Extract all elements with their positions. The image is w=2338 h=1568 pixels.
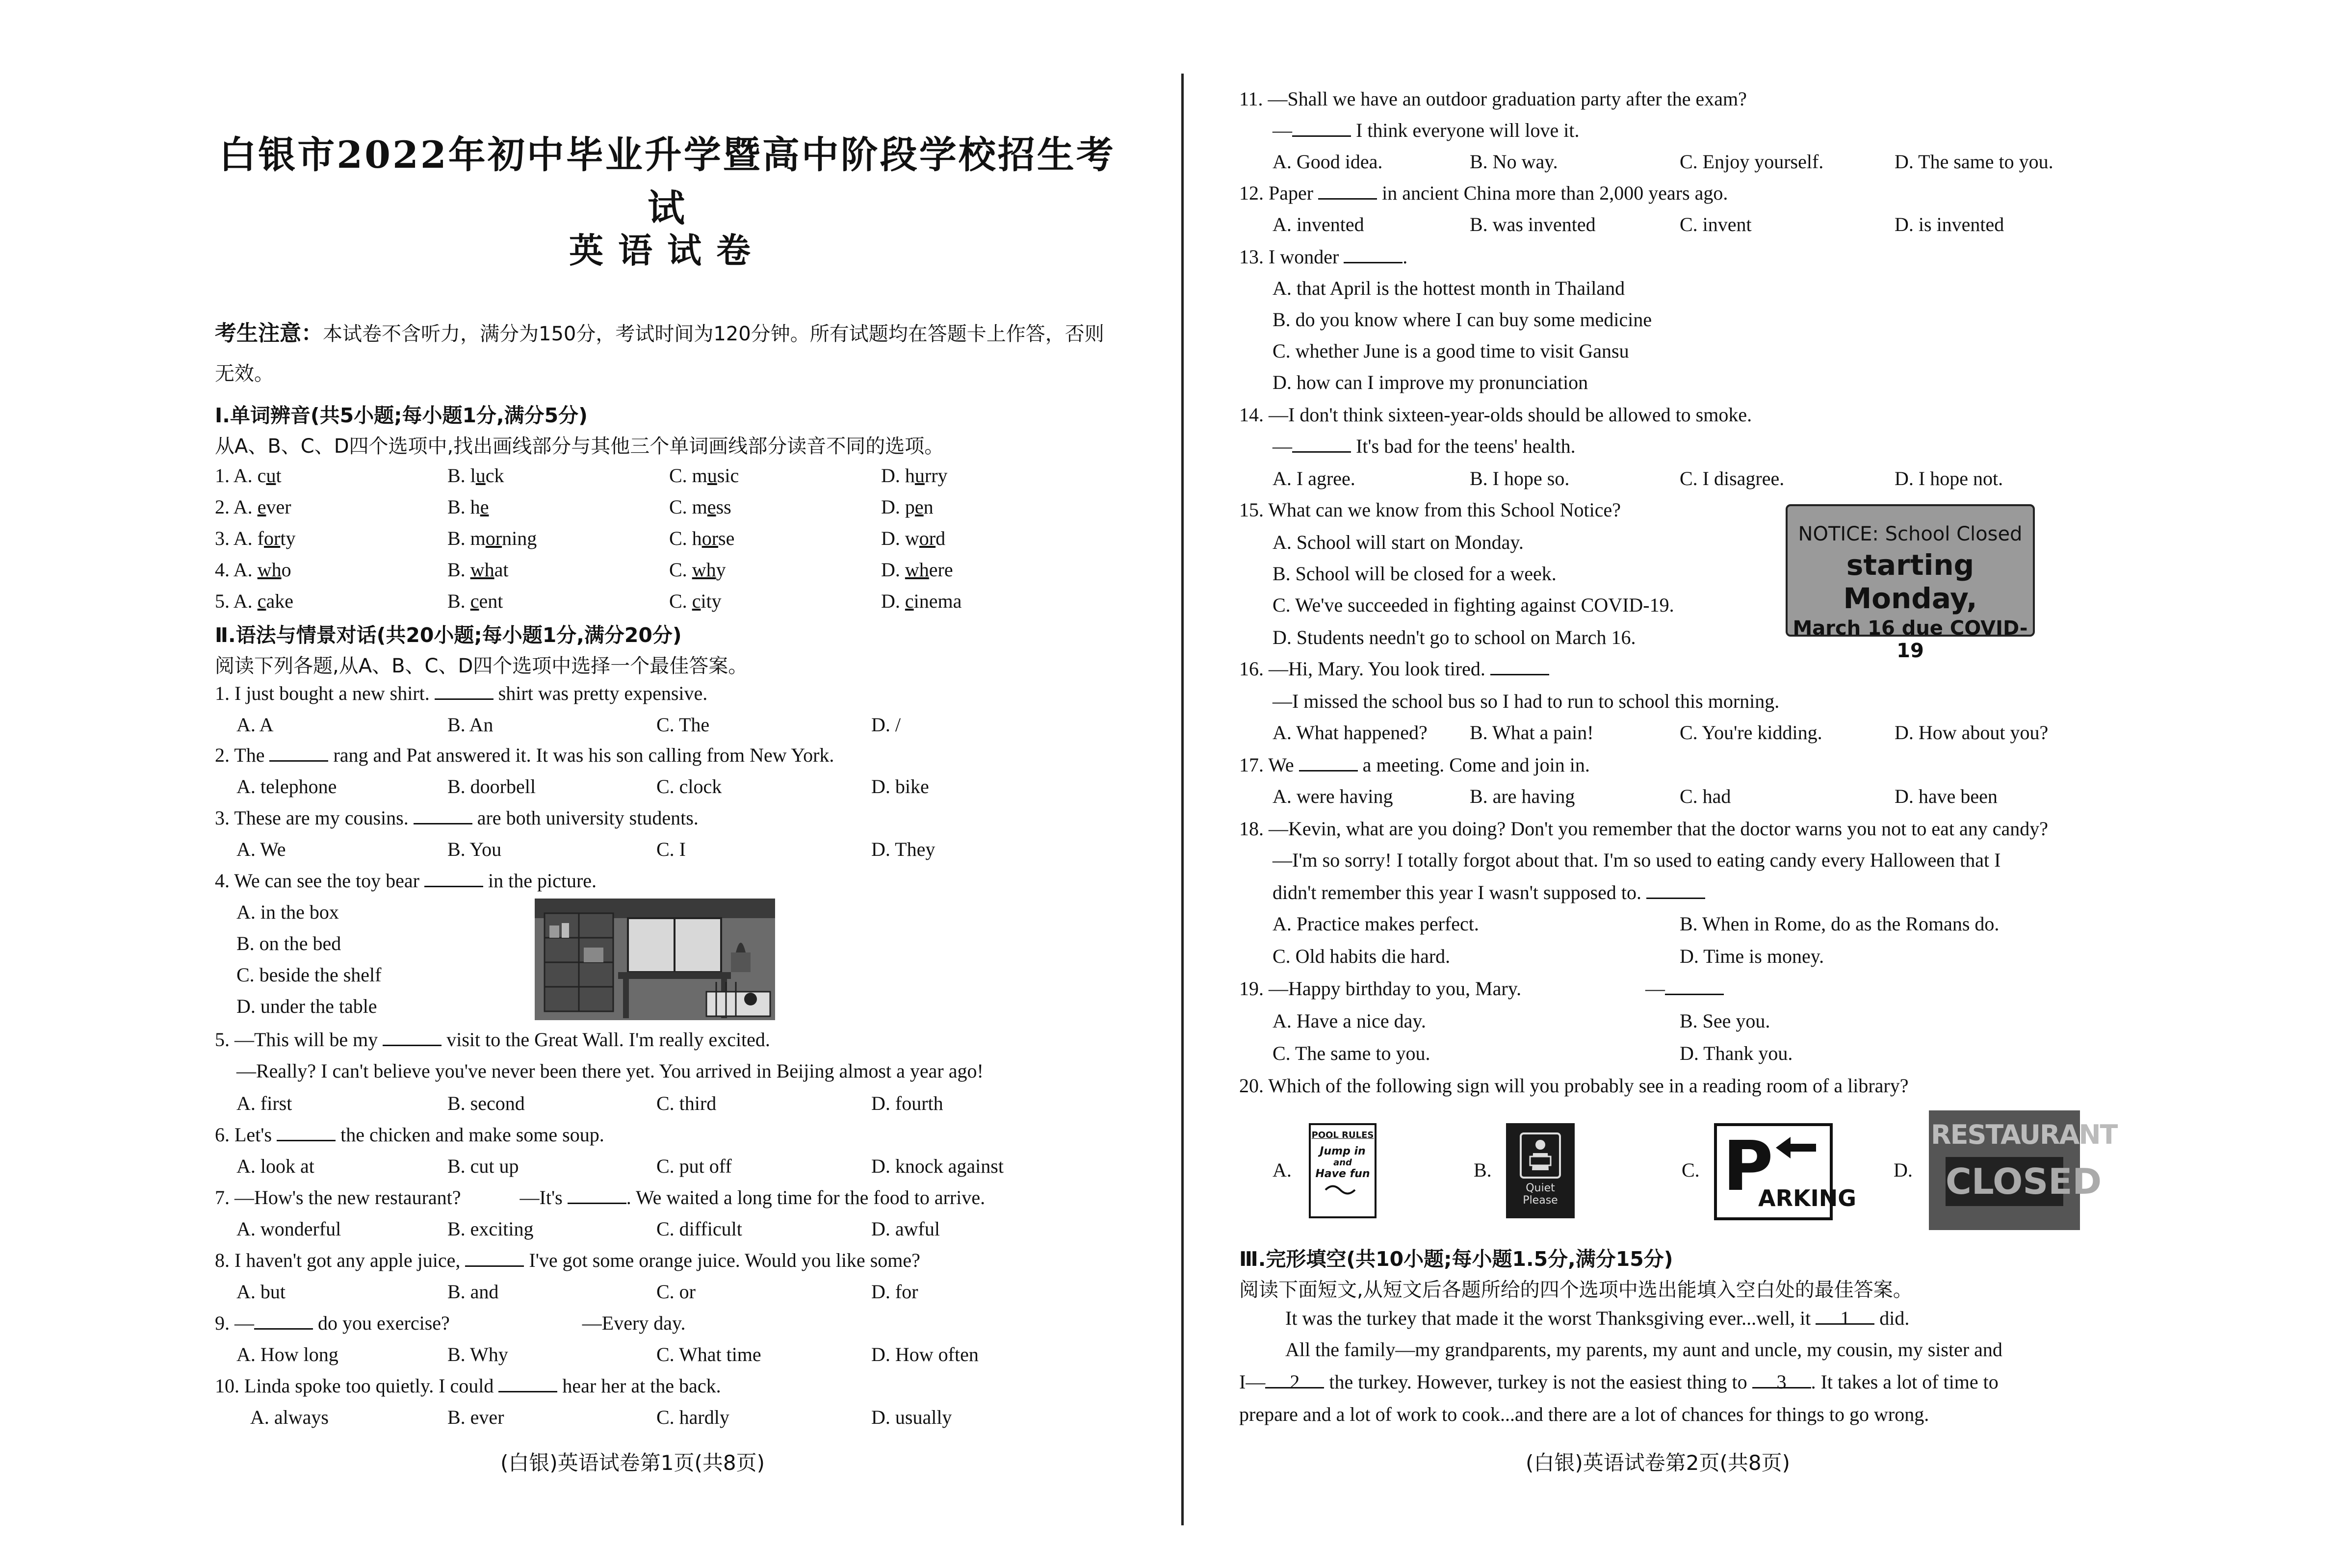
q15-option-a: A. School will start on Monday. — [1273, 531, 1524, 553]
q19-stem: 19. —Happy birthday to you, Mary. — [1239, 977, 1522, 1000]
q10-option-c: C. hardly — [656, 1406, 729, 1428]
q18-stem: 18. —Kevin, what are you doing? Don't you remember that the doctor warns you not to eat any candy? — [1239, 818, 2048, 840]
reading-person-icon — [1518, 1131, 1562, 1180]
parking-text: ARKING — [1758, 1185, 1857, 1211]
sign-pool-rules — [1309, 1123, 1377, 1218]
q8-option-b: B. and — [447, 1281, 499, 1303]
q19-option-a: A. Have a nice day. — [1273, 1010, 1426, 1032]
q5-option-c: C. third — [656, 1092, 717, 1114]
left-page-footer: (白银)英语试卷第1页(共8页) — [500, 1451, 765, 1475]
q14-stem: 14. —I don't think sixteen-year-olds should be allowed to smoke. — [1239, 404, 1752, 426]
section3-heading: Ⅲ.完形填空(共10小题;每小题1.5分,满分15分) — [1239, 1247, 1673, 1271]
q14-option-d: D. I hope not. — [1895, 467, 2003, 489]
s1-q2-c: C. mess — [669, 496, 731, 518]
q11-option-a: A. Good idea. — [1273, 151, 1383, 173]
q2-option-c: C. clock — [656, 775, 722, 797]
q19-reply: — — [1645, 977, 1724, 1000]
q4-option-a: A. in the box — [236, 901, 339, 923]
s1-q2-a: 2. A. ever — [215, 496, 291, 518]
right-page-footer: (白银)英语试卷第2页(共8页) — [1526, 1451, 1790, 1475]
q3-option-a: A. We — [236, 838, 286, 860]
q8-stem: 8. I haven't got any apple juice, I've got some orange juice. Would you like some? — [215, 1249, 920, 1271]
section1-instruction: 从A、B、C、D四个选项中,找出画线部分与其他三个单词画线部分读音不同的选项。 — [215, 435, 944, 458]
q6-option-c: C. put off — [656, 1155, 732, 1177]
wave-icon — [1323, 1180, 1362, 1195]
q13-stem: 13. I wonder . — [1239, 246, 1408, 268]
q17-option-b: B. are having — [1470, 785, 1575, 807]
q17-option-c: C. had — [1680, 785, 1731, 807]
q4-option-d: D. under the table — [236, 995, 377, 1017]
q4-option-b: B. on the bed — [236, 932, 341, 954]
sign-quiet-please — [1506, 1123, 1575, 1218]
q9-option-b: B. Why — [447, 1343, 508, 1365]
q20-option-c-label: C. — [1682, 1159, 1700, 1181]
section3-instruction: 阅读下面短文,从短文后各题所给的四个选项中选出能填入空白处的最佳答案。 — [1239, 1279, 1913, 1301]
q18-option-b: B. When in Rome, do as the Romans do. — [1680, 913, 2000, 935]
q10-option-d: D. usually — [871, 1406, 952, 1428]
q4-stem: 4. We can see the toy bear in the picture. — [215, 870, 597, 892]
cloze-paragraph-line3: I— 2 the turkey. However, turkey is not the easiest thing to 3 . It takes a lot of time to — [1239, 1371, 1999, 1393]
q6-option-b: B. cut up — [447, 1155, 519, 1177]
q1-option-a: A. A — [236, 714, 274, 736]
q16-stem-reply: —I missed the school bus so I had to run to school this morning. — [1273, 690, 1780, 712]
quiet-sign-line1: Quiet — [1526, 1182, 1555, 1194]
q14-option-b: B. I hope so. — [1470, 467, 1570, 489]
q13-option-a: A. that April is the hottest month in Thailand — [1273, 277, 1625, 299]
q18-stem-reply-2: didn't remember this year I wasn't supposed to. — [1273, 881, 1705, 904]
q9-option-d: D. How often — [871, 1343, 979, 1365]
cloze-paragraph-line2: All the family—my grandparents, my parents, my aunt and uncle, my cousin, my sister and — [1285, 1338, 2002, 1361]
q14-stem-reply: — It's bad for the teens' health. — [1273, 435, 1576, 457]
q13-option-d: D. how can I improve my pronunciation — [1273, 371, 1588, 393]
q2-option-d: D. bike — [871, 775, 929, 797]
q9-option-c: C. What time — [656, 1343, 761, 1365]
pool-rules-title: POOL RULES — [1311, 1130, 1374, 1140]
q15-option-b: B. School will be closed for a week. — [1273, 563, 1557, 585]
q18-option-d: D. Time is money. — [1680, 945, 1824, 967]
q2-option-b: B. doorbell — [447, 775, 536, 797]
q10-stem: 10. Linda spoke too quietly. I could hear her at the back. — [215, 1375, 721, 1397]
q20-option-d-label: D. — [1894, 1159, 1913, 1181]
q13-option-b: B. do you know where I can buy some medicine — [1273, 308, 1652, 331]
q5-option-d: D. fourth — [871, 1092, 943, 1114]
bedroom-illustration — [535, 899, 775, 1020]
s1-q1-b: B. luck — [447, 464, 504, 487]
notice-label: 考生注意： — [215, 321, 323, 346]
s1-q5-b: B. cent — [447, 590, 503, 612]
q10-option-b: B. ever — [447, 1406, 504, 1428]
s1-q4-a: 4. A. who — [215, 559, 291, 581]
s1-q5-d: D. cinema — [881, 590, 962, 612]
q18-option-a: A. Practice makes perfect. — [1273, 913, 1479, 935]
q11-option-d: D. The same to you. — [1895, 151, 2053, 173]
q5-stem: 5. —This will be my visit to the Great Wall. I'm really excited. — [215, 1028, 770, 1051]
q17-option-a: A. were having — [1273, 785, 1393, 807]
q11-stem-reply: — I think everyone will love it. — [1273, 119, 1580, 141]
s1-q3-b: B. morning — [447, 527, 537, 549]
s1-q2-d: D. pen — [881, 496, 934, 518]
s1-q4-b: B. what — [447, 559, 509, 581]
notice-text: 本试卷不含听力，满分为150分，考试时间为120分钟。所有试题均在答题卡上作答，否则无效。 — [215, 323, 1104, 385]
q13-option-c: C. whether June is a good time to visit Gansu — [1273, 340, 1629, 362]
q9-option-a: A. How long — [236, 1343, 338, 1365]
q3-option-c: C. I — [656, 838, 686, 860]
exam-notice — [215, 314, 1113, 393]
sign-parking — [1714, 1123, 1857, 1220]
q5-option-b: B. second — [447, 1092, 525, 1114]
q3-option-d: D. They — [871, 838, 935, 860]
left-arrow-icon — [1771, 1133, 1820, 1162]
q2-option-a: A. telephone — [236, 775, 337, 797]
s1-q5-c: C. city — [669, 590, 722, 612]
s1-q1-d: D. hurry — [881, 464, 948, 487]
q18-stem-reply: —I'm so sorry! I totally forgot about that. I'm so used to eating candy every Halloween that I — [1273, 849, 2001, 871]
q3-option-b: B. You — [447, 838, 502, 860]
q12-stem: 12. Paper in ancient China more than 2,000 years ago. — [1239, 182, 1728, 204]
q15-option-c: C. We've succeeded in fighting against COVID-19. — [1273, 594, 1674, 616]
s1-q4-c: C. why — [669, 559, 726, 581]
q19-option-d: D. Thank you. — [1680, 1042, 1793, 1064]
cloze-paragraph-line4: prepare and a lot of work to cook...and there are a lot of chances for things to go wrong. — [1239, 1403, 1929, 1425]
q5-option-a: A. first — [236, 1092, 292, 1114]
sign-restaurant-closed — [1929, 1110, 2117, 1230]
s1-q5-a: 5. A. cake — [215, 590, 293, 612]
section2-instruction: 阅读下列各题,从A、B、C、D四个选项中选择一个最佳答案。 — [215, 655, 748, 677]
q17-stem: 17. We a meeting. Come and join in. — [1239, 754, 1590, 776]
q5-stem-reply: —Really? I can't believe you've never been there yet. You arrived in Beijing almost a year ago! — [236, 1060, 984, 1082]
q7-stem: 7. —How's the new restaurant? —It's . We waited a long time for the food to arrive. — [215, 1186, 986, 1208]
q7-option-b: B. exciting — [447, 1218, 534, 1240]
s1-q1-c: C. music — [669, 464, 739, 487]
q11-stem: 11. —Shall we have an outdoor graduation party after the exam? — [1239, 88, 1747, 110]
q15-stem: 15. What can we know from this School Notice? — [1239, 499, 1621, 521]
q6-option-d: D. knock against — [871, 1155, 1004, 1177]
q6-option-a: A. look at — [236, 1155, 314, 1177]
q20-stem: 20. Which of the following sign will you probably see in a reading room of a library? — [1239, 1075, 1909, 1097]
quiet-sign-line2: Please — [1523, 1194, 1558, 1207]
q16-stem: 16. —Hi, Mary. You look tired. — [1239, 657, 1549, 680]
q16-option-c: C. You're kidding. — [1680, 721, 1822, 744]
q8-option-d: D. for — [871, 1281, 918, 1303]
notice-sign-line2: starting Monday, — [1843, 548, 1977, 615]
q1-option-b: B. An — [447, 714, 494, 736]
q18-option-c: C. Old habits die hard. — [1273, 945, 1451, 967]
q11-option-c: C. Enjoy yourself. — [1680, 151, 1824, 173]
q2-stem: 2. The rang and Pat answered it. It was his son calling from New York. — [215, 744, 834, 766]
q7-option-c: C. difficult — [656, 1218, 742, 1240]
q8-option-a: A. but — [236, 1281, 286, 1303]
q19-option-c: C. The same to you. — [1273, 1042, 1430, 1064]
q4-option-c: C. beside the shelf — [236, 964, 382, 986]
s1-q3-a: 3. A. forty — [215, 527, 296, 549]
q12-option-a: A. invented — [1273, 213, 1364, 235]
page-divider — [1181, 74, 1184, 1525]
pool-rules-line3: Have fun — [1315, 1168, 1370, 1180]
q17-option-d: D. have been — [1895, 785, 1998, 807]
q15-option-d: D. Students needn't go to school on March 16. — [1273, 626, 1636, 648]
q16-option-a: A. What happened? — [1273, 721, 1428, 744]
school-notice-sign — [1786, 504, 2035, 662]
q10-option-a: A. always — [250, 1406, 329, 1428]
section2-heading: Ⅱ.语法与情景对话(共20小题;每小题1分,满分20分) — [215, 623, 682, 647]
q9-stem: 9. — do you exercise? —Every day. — [215, 1312, 686, 1334]
q3-stem: 3. These are my cousins. are both university students. — [215, 807, 699, 829]
restaurant-sign-line1: RESTAURANT — [1931, 1119, 2117, 1150]
parking-big-p: P — [1723, 1127, 1773, 1207]
pool-rules-line1: Jump in — [1320, 1145, 1366, 1157]
restaurant-sign-line2: CLOSED — [1946, 1157, 2063, 1206]
s1-q2-b: B. he — [447, 496, 489, 518]
s1-q4-d: D. where — [881, 559, 953, 581]
section1-heading: Ⅰ.单词辨音(共5小题;每小题1分,满分5分) — [215, 404, 588, 427]
exam-subtitle: 英语试卷 — [569, 231, 765, 271]
q16-option-d: D. How about you? — [1895, 721, 2049, 744]
q14-option-c: C. I disagree. — [1680, 467, 1785, 489]
s1-q1-a: 1. A. cut — [215, 464, 282, 487]
q11-option-b: B. No way. — [1470, 151, 1558, 173]
q19-option-b: B. See you. — [1680, 1010, 1770, 1032]
q16-option-b: B. What a pain! — [1470, 721, 1594, 744]
q1-stem: 1. I just bought a new shirt. shirt was pretty expensive. — [215, 682, 708, 704]
q6-stem: 6. Let's the chicken and make some soup. — [215, 1124, 604, 1146]
q1-option-c: C. The — [656, 714, 710, 736]
q12-option-d: D. is invented — [1895, 213, 2004, 235]
s1-q3-d: D. word — [881, 527, 946, 549]
s1-q3-c: C. horse — [669, 527, 735, 549]
pool-rules-line2: and — [1333, 1157, 1352, 1168]
q7-option-a: A. wonderful — [236, 1218, 341, 1240]
q20-option-b-label: B. — [1474, 1159, 1492, 1181]
q8-option-c: C. or — [656, 1281, 696, 1303]
q14-option-a: A. I agree. — [1273, 467, 1355, 489]
exam-title: 白银市2022年初中毕业升学暨高中阶段学校招生考试 — [219, 133, 1116, 230]
q7-option-d: D. awful — [871, 1218, 940, 1240]
q12-option-c: C. invent — [1680, 213, 1752, 235]
q12-option-b: B. was invented — [1470, 213, 1596, 235]
notice-sign-line1: NOTICE: School Closed — [1798, 523, 2023, 545]
notice-sign-line3: March 16 due COVID-19 — [1792, 617, 2028, 662]
q1-option-d: D. / — [871, 714, 901, 736]
q20-option-a-label: A. — [1273, 1159, 1292, 1181]
cloze-paragraph-line1: It was the turkey that made it the worst Thanksgiving ever...well, it 1 did. — [1285, 1307, 1910, 1329]
